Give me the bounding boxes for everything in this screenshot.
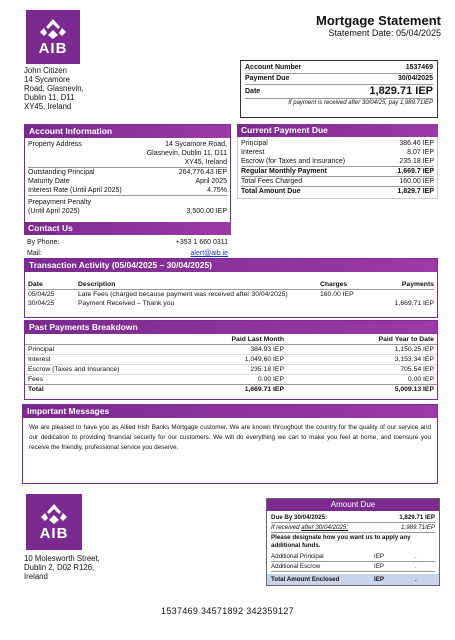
- row-value: 264,776.43 IEP: [178, 169, 227, 176]
- cell-last-month: 384.93 IEP: [250, 346, 284, 353]
- amount-entry-field[interactable]: .: [415, 563, 417, 570]
- fees-row: [241, 176, 434, 186]
- amount-entry-field[interactable]: .: [415, 553, 417, 560]
- after-due-date: after 30/04/2025:: [301, 524, 349, 531]
- after-due-value: 1,989.71IEP: [400, 524, 435, 531]
- property-address-line: XY45, Ireland: [28, 158, 227, 168]
- statement-header: [316, 13, 441, 38]
- account-info-row: [28, 168, 227, 177]
- row-label: Total Amount Due: [241, 188, 301, 195]
- col-header: Paid Last Month: [231, 336, 284, 343]
- row-value: April 2025: [195, 178, 227, 185]
- payment-row: [241, 148, 434, 157]
- payment-row: [241, 139, 434, 148]
- amount-due-value: 1,829.71 IEP: [369, 85, 433, 97]
- customer-address-line: XY45, Ireland: [24, 102, 72, 111]
- transaction-activity-title: Transaction Activity (05/04/2025 – 30/04/2025): [25, 259, 437, 272]
- customer-address-line: 14 Sycamore: [24, 75, 70, 84]
- cell-last-month: 0.00 IEP: [257, 376, 284, 383]
- row-value: 386.46 IEP: [399, 140, 434, 147]
- cell-ytd: 0.00 IEP: [407, 376, 434, 383]
- contact-title: Contact Us: [24, 222, 231, 235]
- important-message-text: We are pleased to have you as Allied Irish Banks Mortgage customer. We are known throughout the country for the quality of our service and our dedication to providing financial security for our customers. We will do everything we can to make you feel at home, and toensure you receive the friendly, professional service you deserve.: [29, 424, 431, 451]
- amount-due-title: Amount Due: [267, 499, 439, 511]
- cell-date: 05/04/25: [28, 291, 55, 298]
- cell-charges: 160.00 IEP: [320, 291, 354, 298]
- logo-text: AIB: [39, 524, 69, 542]
- table-row: [25, 290, 437, 299]
- amount-due-panel: [266, 498, 440, 586]
- account-information-panel: [24, 124, 231, 224]
- penalty-label: Prepayment Penalty: [28, 199, 92, 206]
- cell-payments: [377, 290, 437, 299]
- cell-description: Payment Received – Thank you: [78, 300, 175, 307]
- cell-last-month: 235.18 IEP: [250, 366, 284, 373]
- table-row: [25, 355, 437, 365]
- email-link[interactable]: alert@aib.ie: [190, 250, 228, 257]
- account-number: 1537469: [405, 64, 433, 71]
- due-by-label: Due By 30/04/2025:: [271, 514, 328, 521]
- page-title: Mortgage Statement: [316, 13, 441, 28]
- cell-ytd: 705.54 IEP: [400, 366, 434, 373]
- row-label: Total Fees Charged: [241, 178, 303, 185]
- cell-date: 30/04/25: [28, 300, 55, 307]
- row-label: Regular Monthly Payment: [241, 168, 327, 175]
- aib-logo-bottom: [26, 494, 82, 550]
- row-label: Escrow (for Taxes and Insurance): [241, 158, 346, 165]
- summary-box: [240, 60, 438, 118]
- current-payment-panel: [237, 124, 438, 199]
- row-value: 160.00 IEP: [399, 178, 434, 185]
- row-unit: IEP: [374, 553, 384, 560]
- cell-label: Total: [28, 386, 44, 393]
- customer-address: [24, 66, 84, 111]
- total-enclosed-row[interactable]: [267, 574, 439, 585]
- property-address-label: Property Address: [28, 141, 82, 148]
- row-label: Additional Escrow: [271, 563, 321, 570]
- col-header: Description: [78, 281, 116, 288]
- row-unit: IEP: [374, 563, 384, 570]
- account-info-row: [28, 186, 227, 196]
- property-address-line: 14 Sycamore Road,: [165, 141, 227, 148]
- transaction-table: [25, 280, 437, 308]
- phone-number[interactable]: +353 1 660 0311: [175, 239, 228, 246]
- row-label: Interest Rate (Until April 2025): [28, 187, 122, 194]
- row-value: 1,669.7 IEP: [397, 168, 434, 175]
- due-by-value: 1,829.71 IEP: [399, 514, 435, 521]
- row-value: 8.07 IEP: [407, 149, 434, 156]
- row-value: 1,829.7 IEP: [397, 188, 434, 195]
- transaction-activity-panel: [24, 258, 438, 318]
- row-value: 235.18 IEP: [399, 158, 434, 165]
- bank-address-line: Ireland: [24, 572, 48, 581]
- row-label: Maturity Date: [28, 178, 70, 185]
- contact-panel: [24, 222, 231, 261]
- account-info-row: [28, 177, 227, 186]
- past-payments-title: Past Payments Breakdown: [25, 321, 437, 334]
- cell-ytd: 3,153.34 IEP: [394, 356, 434, 363]
- after-due-label: [271, 523, 348, 532]
- cell-last-month: 1,669.71 IEP: [244, 386, 284, 393]
- cell-last-month: 1,049.60 IEP: [244, 356, 284, 363]
- total-row: [25, 385, 437, 395]
- penalty-value: 3,500.00 IEP: [186, 208, 227, 215]
- cell-ytd: 5,009.13 IEP: [394, 386, 434, 393]
- cell-label: Principal: [28, 346, 55, 353]
- row-label: Outstanding Principal: [28, 169, 95, 176]
- total-due-row: [241, 186, 434, 196]
- bank-address: [24, 554, 100, 581]
- additional-escrow-row[interactable]: [271, 562, 435, 572]
- penalty-label-until: (Until April 2025): [28, 208, 80, 215]
- account-information-title: Account Information: [25, 125, 230, 138]
- aib-logo: [26, 10, 80, 64]
- account-number-label: Account Number: [245, 64, 302, 71]
- important-messages-title: Important Messages: [23, 405, 437, 418]
- cell-label: Escrow (Taxes and Insurance): [28, 366, 120, 373]
- statement-date: Statement Date: 05/04/2025: [328, 28, 441, 38]
- col-header: Paid Year to Date: [378, 336, 434, 343]
- aib-emblem-icon: [38, 18, 68, 40]
- table-row: [25, 299, 437, 308]
- row-unit: IEP: [374, 576, 384, 583]
- row-label: Total Amount Enclosed: [271, 576, 340, 583]
- additional-funds-instruction: Please designate how you want us to apply any additional funds.: [271, 534, 411, 549]
- table-row: [25, 345, 437, 355]
- col-header: Charges: [320, 281, 348, 288]
- col-header: Date: [28, 281, 43, 288]
- row-label: Interest: [241, 149, 265, 156]
- footer-reference-code: 1537469 34571892 342359127: [161, 606, 294, 616]
- row-label: Additional Principal: [271, 553, 324, 560]
- customer-name: John Citizen: [24, 66, 67, 75]
- cell-label: Interest: [28, 356, 51, 363]
- customer-address-line: Dublin 11, D11: [24, 93, 75, 102]
- table-row: [25, 375, 437, 385]
- bank-address-line: Dublin 2, D02 R126,: [24, 563, 95, 572]
- phone-label: By Phone:: [27, 239, 60, 246]
- row-label: Principal: [241, 140, 268, 147]
- amount-entry-field[interactable]: .: [415, 576, 417, 583]
- customer-address-line: Road, Glasnevin,: [24, 84, 84, 93]
- row-value: 4.75%: [207, 187, 227, 194]
- col-header: [25, 335, 177, 345]
- past-payments-panel: [24, 320, 438, 400]
- cell-label: Fees: [28, 376, 44, 383]
- regular-payment-row: [241, 166, 434, 176]
- late-payment-note: If payment is received after 30/04/25, pay 1,989.71IEP: [245, 98, 433, 108]
- cell-payments: 1,669.71 IEP: [394, 300, 434, 307]
- logo-text: AIB: [38, 39, 68, 57]
- col-header: Payments: [401, 281, 434, 288]
- aib-emblem-icon: [39, 503, 69, 525]
- current-payment-title: Current Payment Due: [237, 124, 438, 137]
- date-label: Date: [245, 88, 261, 95]
- table-row: [25, 365, 437, 375]
- cell-charges: [317, 299, 377, 308]
- past-payments-table: [25, 335, 437, 394]
- cell-description: Late Fees (charged because payment was received after 30/04/2025): [78, 291, 288, 298]
- payment-due-label: Payment Due: [245, 75, 290, 82]
- important-messages-panel: [22, 404, 438, 484]
- property-address-line: Glasnevin, Dublin 11, D11: [146, 150, 227, 157]
- payment-row: [241, 157, 434, 166]
- mail-label: Mail:: [27, 250, 42, 257]
- after-due-prefix: If received: [271, 524, 302, 531]
- bank-address-line: 10 Molesworth Street,: [24, 554, 100, 563]
- cell-ytd: 1,150.25 IEP: [394, 346, 434, 353]
- payment-due-date: 30/04/2025: [397, 75, 433, 82]
- additional-principal-row[interactable]: [271, 552, 435, 562]
